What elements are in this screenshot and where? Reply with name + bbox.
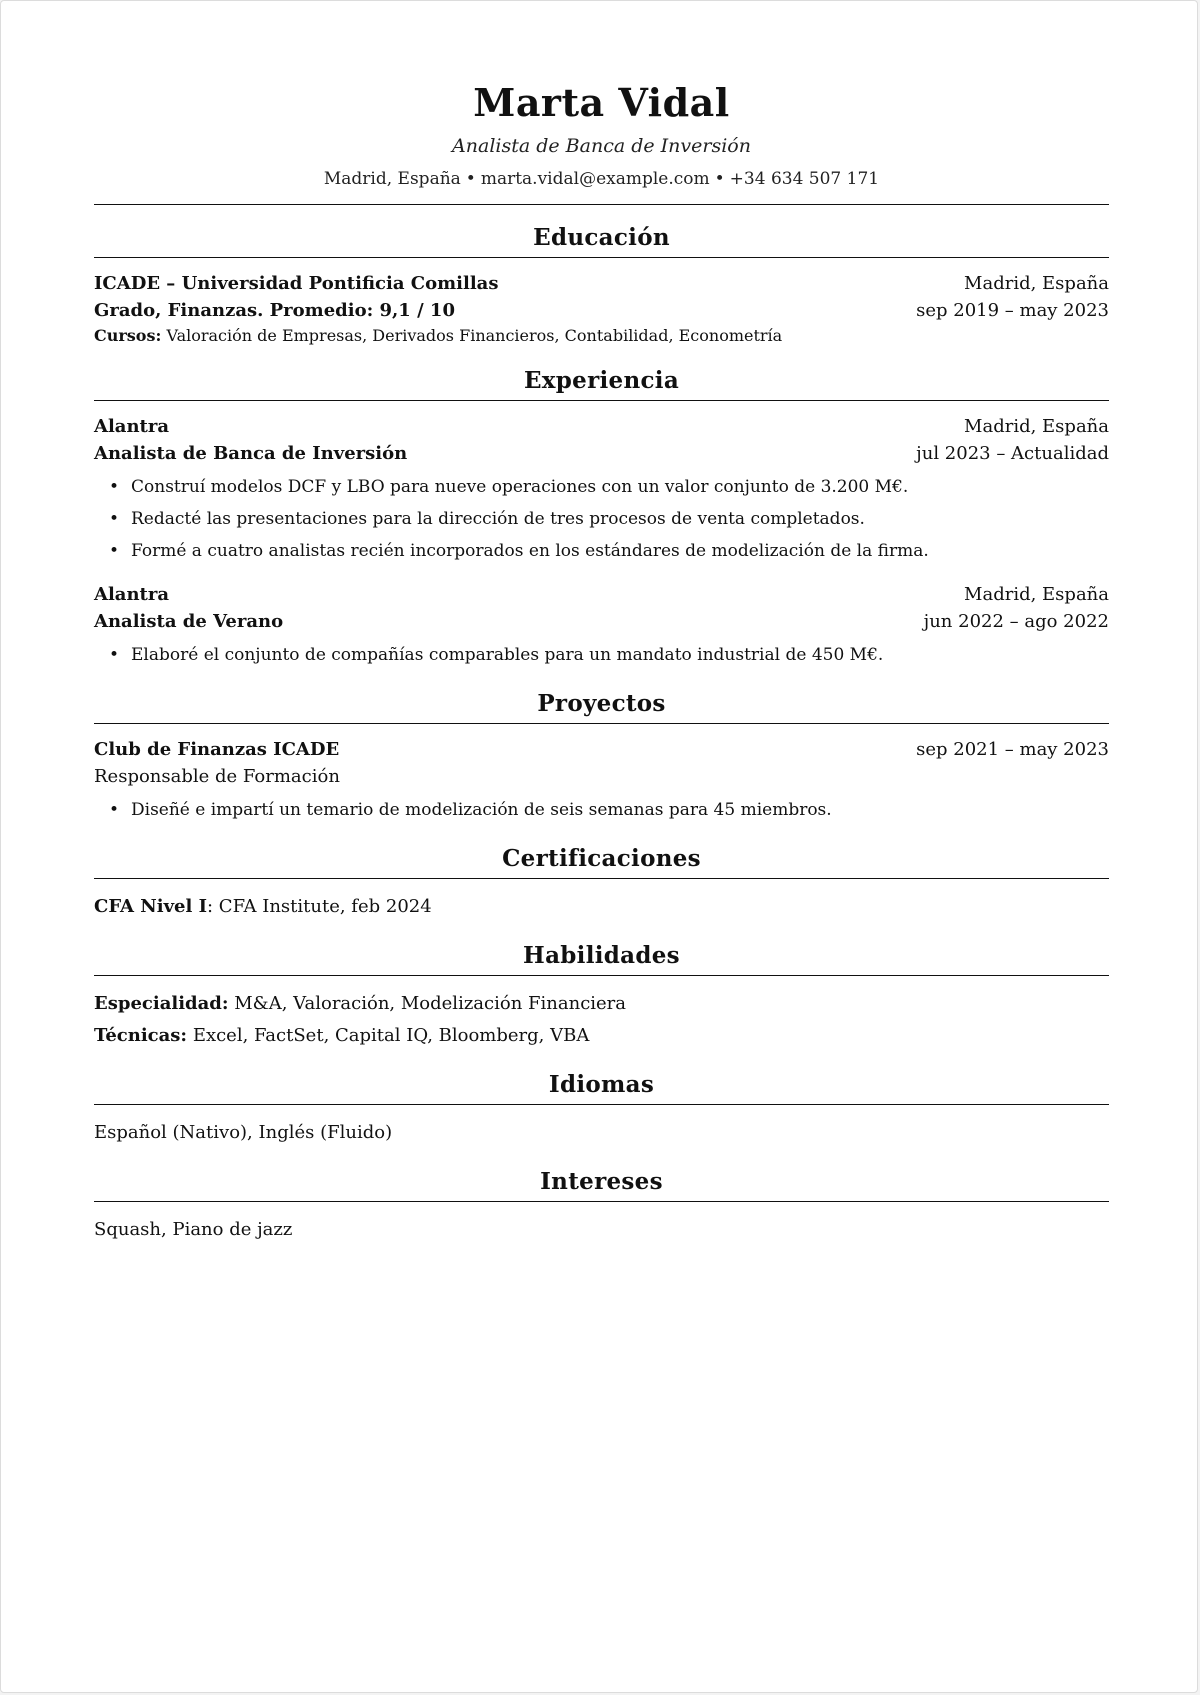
section-divider: [94, 257, 1109, 258]
experience-bullet: • Formé a cuatro analistas recién incorporados en los estándares de modelización de la firma.: [94, 535, 1109, 567]
section-title-languages: Idiomas: [548, 1071, 655, 1098]
section-divider: [94, 723, 1109, 724]
experience-company: Alantra: [94, 416, 170, 437]
skills-specialty: [94, 988, 1109, 1020]
experience-location: Madrid, España: [964, 584, 1109, 605]
contact-separator: •: [714, 169, 725, 189]
education-degree-row: [94, 297, 1109, 324]
languages-text: Español (Nativo), Inglés (Fluido): [94, 1122, 393, 1143]
contact-email: marta.vidal@example.com: [480, 169, 710, 189]
experience-dates: jul 2023 – Actualidad: [916, 443, 1109, 464]
contact-location: Madrid, España: [323, 169, 461, 189]
project-name-row: [94, 736, 1109, 763]
experience-role: Analista de Verano: [94, 611, 284, 632]
certification-name: CFA Nivel I: [94, 896, 208, 917]
section-title-skills: Habilidades: [523, 942, 680, 969]
experience-role: Analista de Banca de Inversión: [94, 443, 408, 464]
section-divider: [94, 975, 1109, 976]
skills-technical-list: Excel, FactSet, Capital IQ, Bloomberg, VBA: [192, 1025, 590, 1046]
skills-technical: [94, 1020, 1109, 1052]
skills-technical-label: Técnicas:: [94, 1025, 188, 1046]
courses-label: Cursos:: [94, 326, 162, 345]
experience-role-row: [94, 440, 1109, 467]
contact-phone: +34 634 507 171: [729, 169, 880, 189]
skills-specialty-label: Especialidad:: [94, 993, 229, 1014]
candidate-name: Marta Vidal: [473, 80, 730, 125]
section-title-certifications: Certificaciones: [502, 845, 701, 872]
skills-specialty-list: M&A, Valoración, Modelización Financiera: [234, 993, 627, 1014]
project-role: Responsable de Formación: [94, 766, 340, 787]
courses-list: Valoración de Empresas, Derivados Financieros, Contabilidad, Econometría: [166, 326, 783, 345]
education-school-row: [94, 270, 1109, 297]
education-dates: sep 2019 – may 2023: [916, 300, 1109, 321]
project-bullets: [94, 794, 1109, 826]
experience-location: Madrid, España: [964, 416, 1109, 437]
certification-item: [94, 891, 1109, 923]
section-divider: [94, 1104, 1109, 1105]
contact-separator: •: [465, 169, 476, 189]
experience-role-row: [94, 608, 1109, 635]
section-divider: [94, 878, 1109, 879]
education-courses: [94, 324, 1109, 348]
experience-company-row: [94, 581, 1109, 608]
certification-detail: : CFA Institute, feb 2024: [207, 896, 432, 917]
education-school: ICADE – Universidad Pontificia Comillas: [94, 273, 499, 294]
experience-bullets: [94, 471, 1109, 567]
project-name: Club de Finanzas ICADE: [94, 739, 340, 760]
experience-entry: [94, 581, 1109, 671]
candidate-headline: Analista de Banca de Inversión: [452, 135, 751, 157]
experience-company: Alantra: [94, 584, 170, 605]
section-title-projects: Proyectos: [537, 690, 666, 717]
experience-entry: [94, 413, 1109, 567]
header-divider: [94, 204, 1109, 205]
education-degree: Grado, Finanzas. Promedio: 9,1 / 10: [94, 300, 455, 321]
interests-text: Squash, Piano de jazz: [94, 1219, 293, 1240]
section-title-education: Educación: [533, 224, 670, 251]
project-role-row: [94, 763, 1109, 790]
experience-dates: jun 2022 – ago 2022: [923, 611, 1109, 632]
experience-bullet: • Elaboré el conjunto de compañías comparables para un mandato industrial de 450 M€.: [94, 639, 1109, 671]
experience-bullet: • Construí modelos DCF y LBO para nueve operaciones con un valor conjunto de 3.200 M€.: [94, 471, 1109, 503]
project-bullet: • Diseñé e impartí un temario de modelización de seis semanas para 45 miembros.: [94, 794, 1109, 826]
section-title-experience: Experiencia: [523, 367, 680, 394]
section-divider: [94, 400, 1109, 401]
experience-bullet: • Redacté las presentaciones para la dirección de tres procesos de venta completados.: [94, 503, 1109, 535]
contact-line: [94, 167, 1109, 191]
section-divider: [94, 1201, 1109, 1202]
experience-bullets: [94, 639, 1109, 671]
project-dates: sep 2021 – may 2023: [916, 739, 1109, 760]
section-title-interests: Intereses: [540, 1168, 663, 1195]
education-location: Madrid, España: [964, 273, 1109, 294]
experience-company-row: [94, 413, 1109, 440]
resume-content: [94, 77, 1109, 1246]
